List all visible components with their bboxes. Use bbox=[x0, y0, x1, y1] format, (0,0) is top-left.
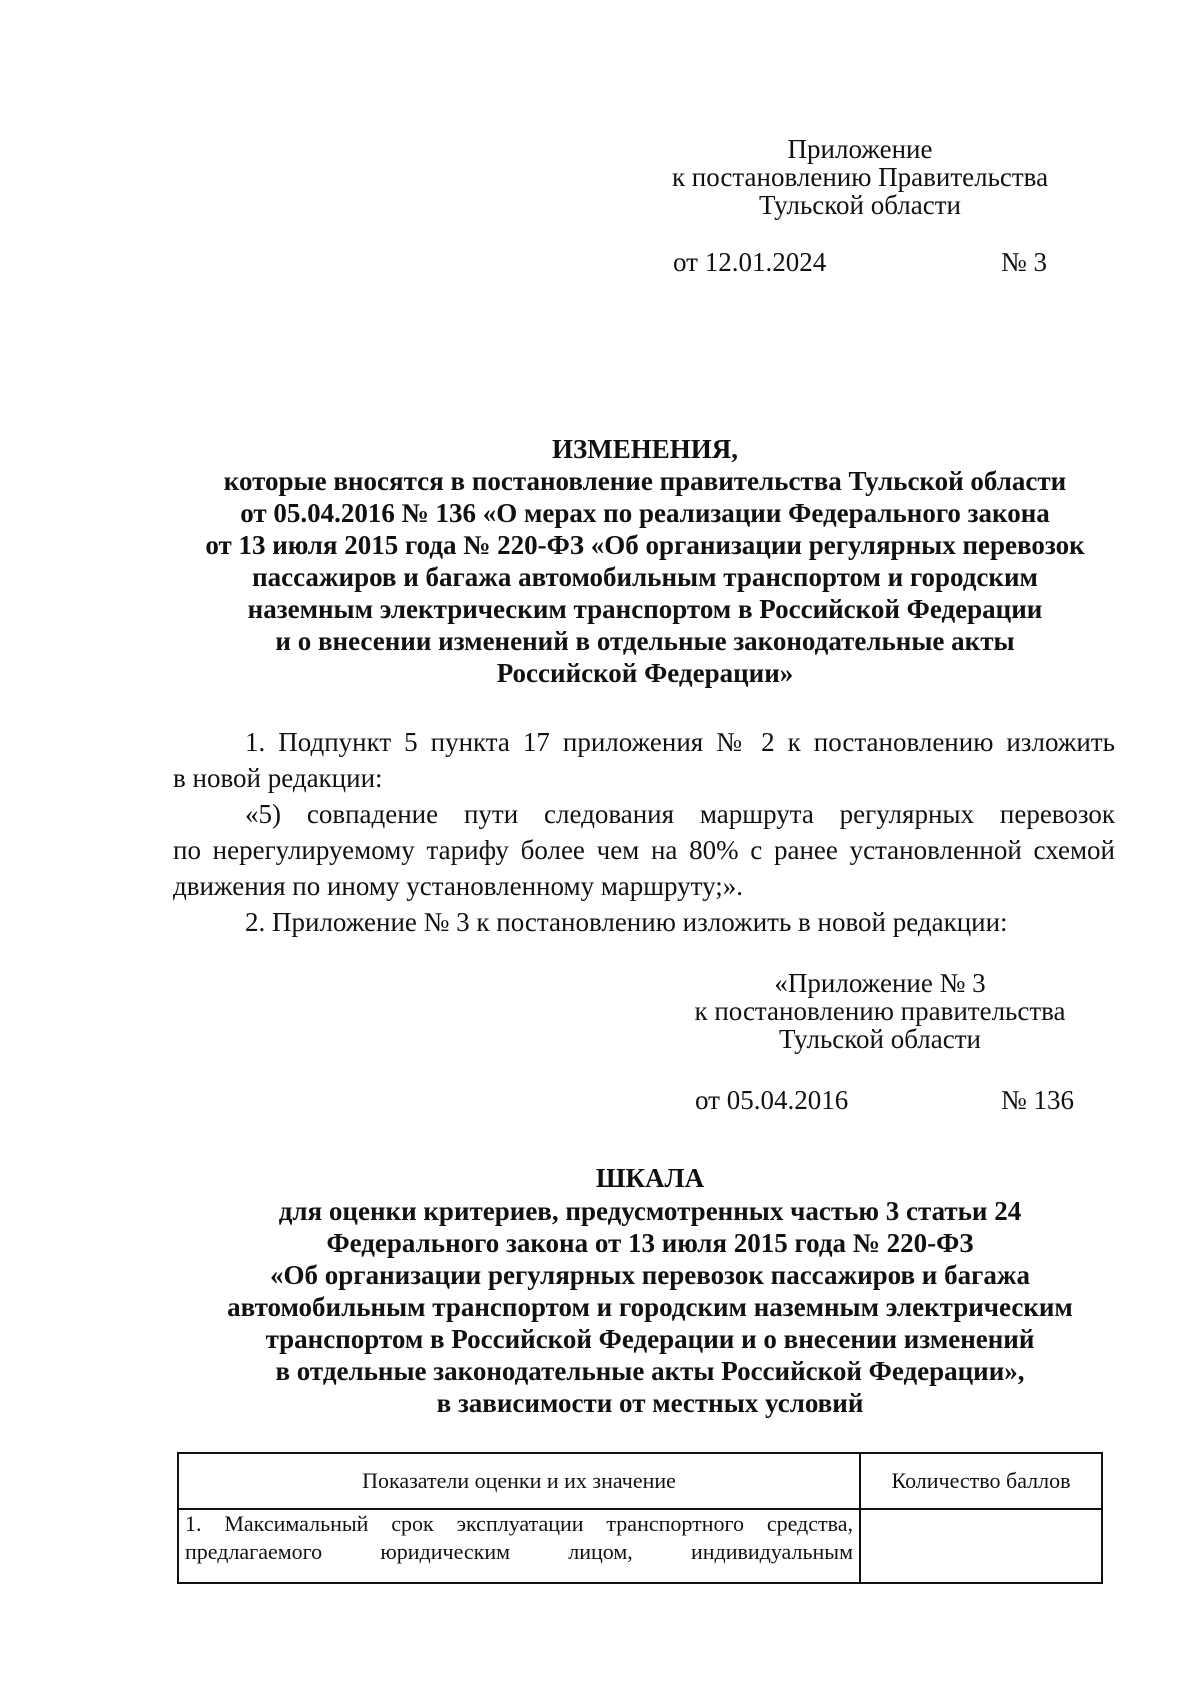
changes-title-line: пассажиров и багажа автомобильным транспортом и городским bbox=[252, 562, 1038, 592]
scale-title-line: Федерального закона от 13 июля 2015 года № 220-ФЗ bbox=[326, 1228, 974, 1258]
table-cell-line: 1. Максимальный срок эксплуатации транспортного средства, bbox=[185, 1511, 853, 1536]
scale-title-line: в отдельные законодательные акты Российской Федерации», bbox=[275, 1356, 1025, 1386]
table-cell-line: предлагаемого юридическим лицом, индивидуальным bbox=[185, 1539, 853, 1564]
paragraph-3-line-1: 2. Приложение № 3 к постановлению изложить в новой редакции: bbox=[245, 907, 1008, 937]
header-region-line: Тульской области bbox=[759, 190, 961, 220]
changes-title-line: от 13 июля 2015 года № 220-ФЗ «Об организации регулярных перевозок bbox=[205, 530, 1085, 560]
annex-region-line: Тульской области bbox=[779, 1024, 981, 1054]
scale-title-line: автомобильным транспортом и городским наземным электрическим bbox=[227, 1292, 1073, 1322]
scale-title-line: транспортом в Российской Федерации и о внесении изменений bbox=[265, 1324, 1035, 1354]
scale-heading: ШКАЛА bbox=[595, 1163, 705, 1193]
changes-title-line: которые вносятся в постановление правительства Тульской области bbox=[223, 466, 1067, 496]
table-header-indicators: Показатели оценки и их значение bbox=[178, 1453, 860, 1509]
scale-title-line: для оценки критериев, предусмотренных частью 3 статьи 24 bbox=[278, 1196, 1022, 1226]
scale-title-line: в зависимости от местных условий bbox=[436, 1388, 864, 1418]
table-cell-score bbox=[860, 1509, 1102, 1583]
changes-title-line: Российской Федерации» bbox=[496, 658, 794, 688]
changes-title-line: от 05.04.2016 № 136 «О мерах по реализации Федерального закона bbox=[240, 498, 1050, 528]
annex-date: от 05.04.2016 bbox=[695, 1085, 849, 1115]
paragraph-2-line-1: «5) совпадение пути следования маршрута регулярных перевозок bbox=[245, 799, 1115, 829]
paragraph-2-line-3: движения по иному установленному маршруту;». bbox=[173, 871, 743, 901]
table-row bbox=[178, 1509, 1102, 1583]
scale-table bbox=[177, 1452, 1103, 1584]
annex-resolution-line: к постановлению правительства bbox=[694, 996, 1066, 1026]
changes-heading: ИЗМЕНЕНИЯ, bbox=[551, 434, 738, 464]
annex-label: «Приложение № 3 bbox=[774, 968, 986, 998]
paragraph-1-line-2: в новой редакции: bbox=[173, 763, 383, 793]
paragraph-1-line-1: 1. Подпункт 5 пункта 17 приложения № 2 к постановлению изложить bbox=[245, 727, 1115, 757]
header-number: № 3 bbox=[1001, 247, 1048, 277]
changes-title-line: и о внесении изменений в отдельные законодательные акты bbox=[275, 626, 1015, 656]
table-header-points: Количество баллов bbox=[860, 1453, 1102, 1509]
header-annex-label: Приложение bbox=[787, 134, 933, 164]
annex-number: № 136 bbox=[1001, 1085, 1075, 1115]
table-cell-indicator bbox=[178, 1509, 860, 1583]
paragraph-2-line-2: по нерегулируемому тарифу более чем на 80% с ранее установленной схемой bbox=[173, 835, 1115, 865]
scale-title-line: «Об организации регулярных перевозок пассажиров и багажа bbox=[270, 1260, 1030, 1290]
header-resolution-line: к постановлению Правительства bbox=[671, 162, 1049, 192]
table-header-row bbox=[178, 1453, 1102, 1509]
changes-title-line: наземным электрическим транспортом в Российской Федерации bbox=[247, 594, 1043, 624]
header-date: от 12.01.2024 bbox=[673, 247, 827, 277]
